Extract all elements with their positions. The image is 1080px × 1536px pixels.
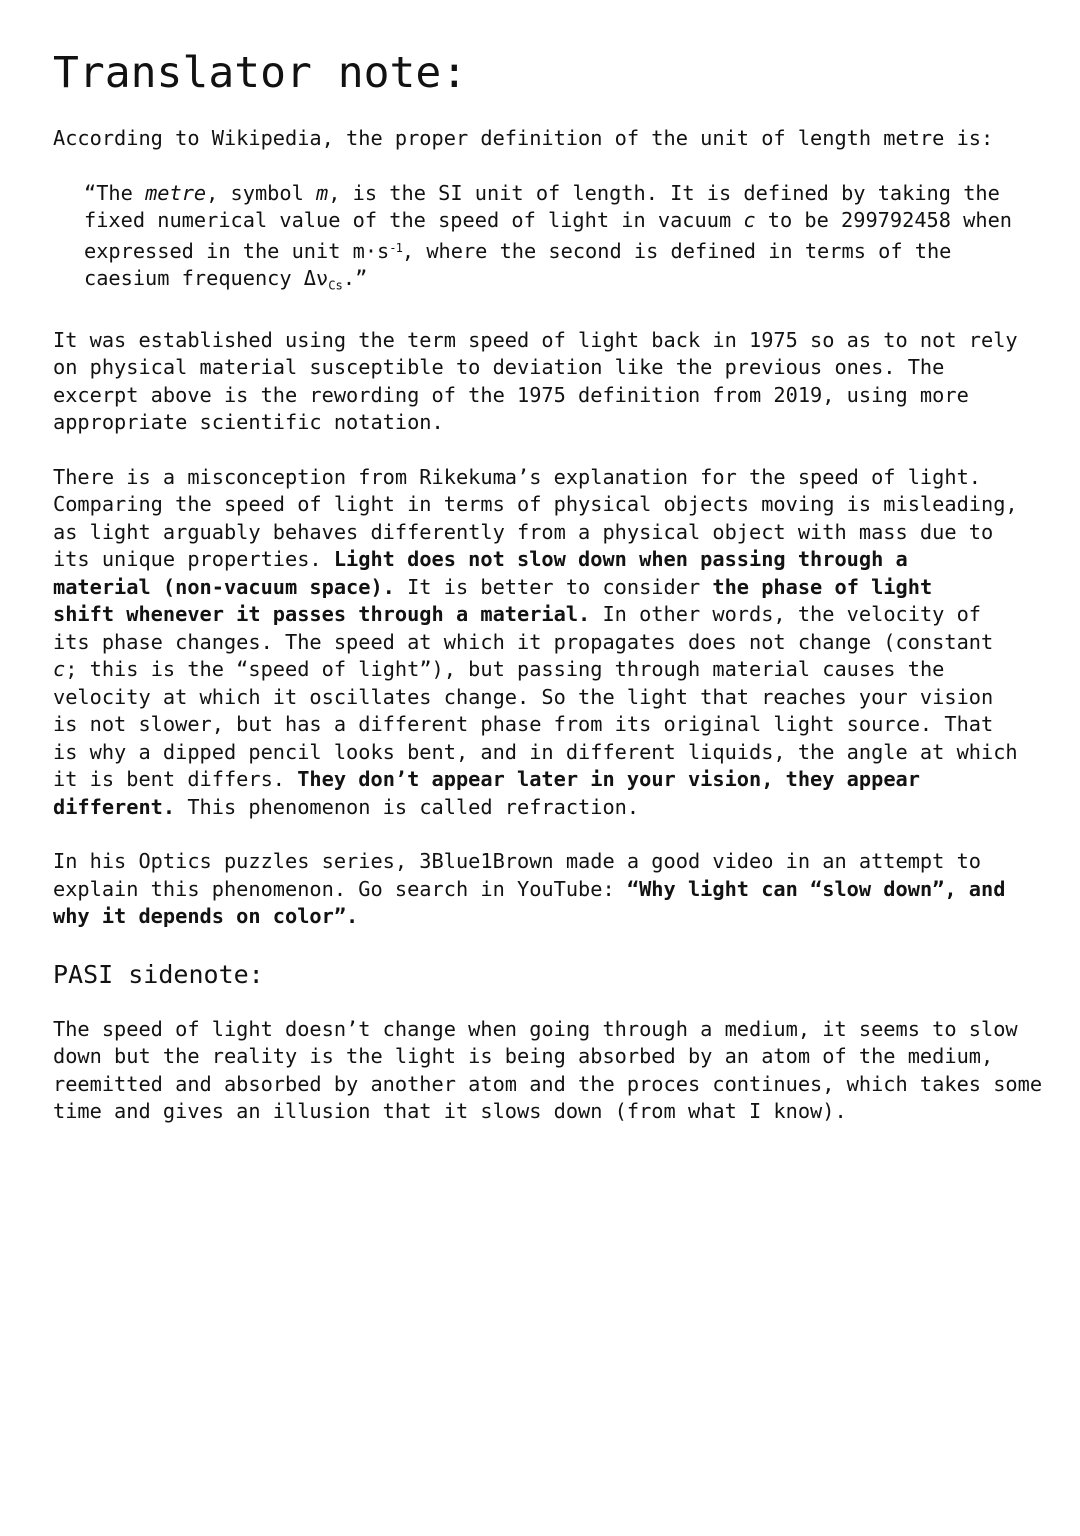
optics-video-paragraph: In his Optics puzzles series, 3Blue1Brown made a good video in an attempt to explain this phenomenon. Go search in YouTube: “Why light can “slow down”, and why it depends on color”. (53, 849, 1006, 929)
established-paragraph: It was established using the term speed of light back in 1975 so as to not rely on physical material susceptible to deviation like the previous ones. The excerpt above is the rewording of the 1975 definition from 2019, using more appropriate scientific notation. (53, 327, 1018, 435)
sidenote-paragraph: The speed of light doesn’t change when going through a medium, it seems to slow down but the reality is the light is being absorbed by an atom of the medium, reemitted and absorbed by another atom and the proces continues, which takes some time and gives an illusion that it slows down (from what I know). (53, 1016, 1043, 1124)
intro-paragraph: According to Wikipedia, the proper definition of the unit of length metre is: (53, 126, 994, 150)
misconception-paragraph: There is a misconception from Rikekuma’s explanation for the speed of light. Comparing the speed of light in terms of physical objects moving is misleading, as light arguably behaves differently from a physical object with mass due to its unique properties. Light does not slow down when passing through a material (non-vacuum space). It is better to consider the phase of light shift whenever it passes through a material. In other words, the velocity of its phase changes. The speed at which it propagates does not change (constant c; this is the “speed of light”), but passing through material causes the velocity at which it oscillates change. So the light that reaches your vision is not slower, but has a different phase from its original light source. That is why a dipped pencil looks bent, and in different liquids, the angle at which it is bent differs. They don’t appear later in your vision, they appear different. This phenomenon is called refraction. (53, 464, 1018, 819)
metre-definition-quote: “The metre, symbol m, is the SI unit of length. It is defined by taking the fixed numerical value of the speed of light in vacuum c to be 299792458 when expressed in the unit $m\cdot s^{-1}$, where the second is defined in terms of the caesium frequency $\Delta\nu_{Cs}$.” (84, 180, 1012, 293)
page-title: Translator note: (53, 48, 468, 98)
sidenote-heading: PASI sidenote: (53, 959, 264, 989)
